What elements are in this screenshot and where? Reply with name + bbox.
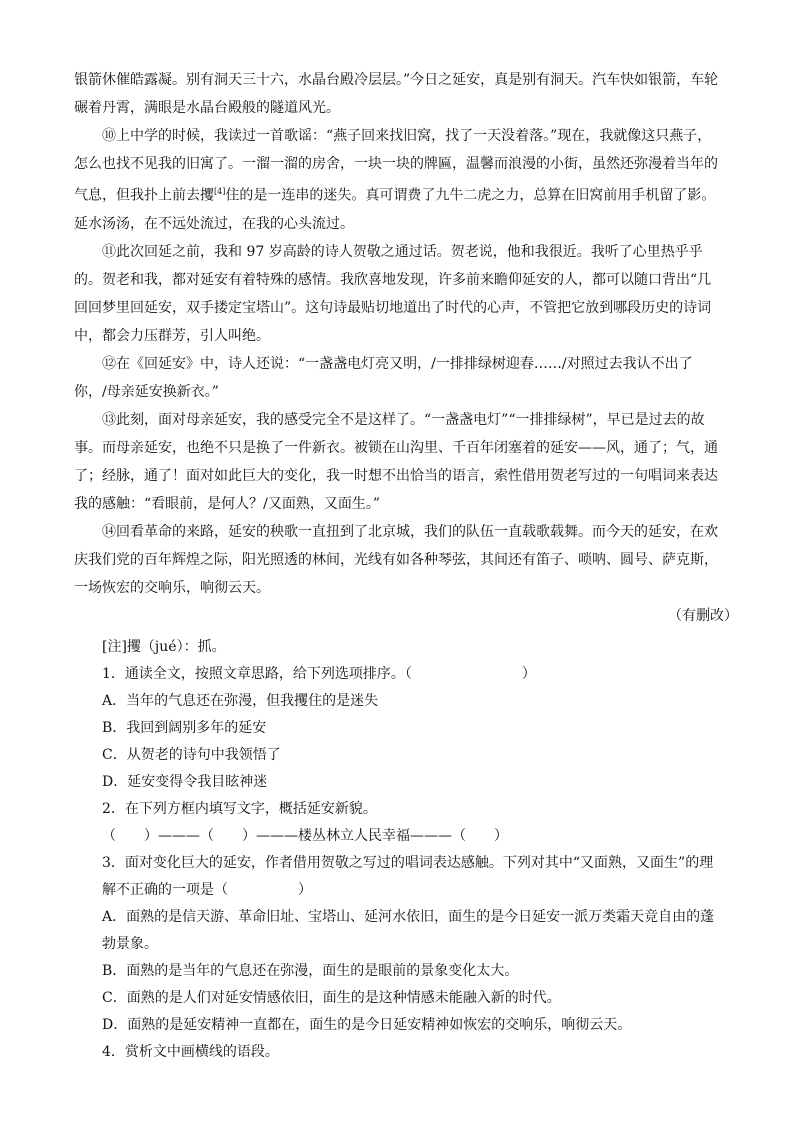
paragraph-10-text: ⑩上中学的时候，我读过一首歌谣：“燕子回来找旧窝，找了一天没着落。”现在，我就像这只燕子，怎么也找不见我的旧寓了。一溜一溜的房舍，一块一块的牌匾，温馨而浪漫的小街，虽然还弥漫着当年的气息，但我扑上前去攫 <box>74 128 718 204</box>
paragraph-10-rest: 住的是一连串的迷失。真可谓费了九牛二虎之力，总算在旧窝前用手机留了影。延水汤汤，在不远处流过，在我的心头流过。 <box>74 187 716 232</box>
passage-paragraph-10 <box>74 122 724 238</box>
passage-paragraph-continued: 银箭休催皓露凝。别有洞天三十六，水晶台殿冷层层。”今日之延安，真是别有洞天。汽车快如银箭，车轮碾着丹霄，满眼是水晶台殿般的隧道风光。 <box>74 72 719 116</box>
document-content <box>74 66 738 1066</box>
question-3-option-a: A．面熟的是信天游、革命旧址、宝塔山、延河水依旧，面生的是今日延安一派万类霜天竞自由的蓬勃景象。 <box>102 908 715 952</box>
question-1-option-b: B．我回到阔别多年的延安 <box>102 719 267 736</box>
question-2-blanks-line[interactable]: （ ）———（ ）———楼丛林立人民幸福———（ ） <box>102 827 508 844</box>
edited-note: （有删改） <box>668 607 738 624</box>
question-1 <box>74 661 724 688</box>
question-1-option-c: C．从贺老的诗句中我领悟了 <box>102 746 281 763</box>
question-3 <box>74 850 724 904</box>
question-3-option-b: B．面熟的是当年的气息还在弥漫，面生的是眼前的景象变化太大。 <box>102 962 519 979</box>
question-2: 2．在下列方框内填写文字，概括延安新貌。 <box>102 800 377 817</box>
passage-paragraph-13: ⑬此刻，面对母亲延安，我的感受完全不是这样了。“一盏盏电灯”“一排排绿树”，早已是过去的故事。而母亲延安，也绝不只是换了一件新衣。被锁在山沟里、千百年闭塞着的延安——风，通了；气，通了；经脉，通了！面对如此巨大的变化，我一时想不出恰当的语言，索性借用贺老写过的一句唱词来表达我的感触：“看眼前，是何人？/又面熟，又面生。” <box>74 411 718 512</box>
footnote: [注]攫（jué）：抓。 <box>102 638 226 655</box>
question-3-text: 3．面对变化巨大的延安，作者借用贺敬之写过的唱词表达感触。下列对其中“又面熟，又面生”的理解不正确的一项是（ <box>102 854 714 898</box>
passage-paragraph-11: ⑪此次回延之前，我和 97 岁高龄的诗人贺敬之通过话。贺老说，他和我很近。我听了心里热乎乎的。贺老和我，都对延安有着特殊的感情。我欣喜地发现，许多前来瞻仰延安的人，都可以随口背出“几回回梦里回延安，双手搂定宝塔山”。这句诗最贴切地道出了时代的心声，不管把它放到哪段历史的诗词中，都会力压群芳，引人叫绝。 <box>74 243 712 344</box>
question-1-option-a: A．当年的气息还在弥漫，但我攫住的是迷失 <box>102 692 379 709</box>
question-1-close: ） <box>521 665 536 682</box>
passage-paragraph-14: ⑭回看革命的来路，延安的秧歌一直扭到了北京城，我们的队伍一直载歌载舞。而今天的延安，在欢庆我们党的百年辉煌之际，阳光照透的林间，光线有如各种琴弦，其间还有笛子、唢呐、圆号、萨克斯，一场恢宏的交响乐，响彻云天。 <box>74 523 718 596</box>
footnote-marker: [4] <box>214 187 226 196</box>
question-4: 4．赏析文中画横线的语段。 <box>102 1043 279 1060</box>
question-3-option-d: D．面熟的是延安精神一直都在，面生的是今日延安精神如恢宏的交响乐，响彻云天。 <box>102 1016 632 1033</box>
question-1-option-d: D．延安变得令我目眩神迷 <box>102 773 268 790</box>
question-1-text: 1．通读全文，按照文章思路，给下列选项排序。（ <box>102 665 412 682</box>
question-3-close: ） <box>298 881 312 898</box>
question-3-option-c: C．面熟的是人们对延安情感依旧，面生的是这种情感未能融入新的时代。 <box>102 989 561 1006</box>
passage-paragraph-12: ⑫在《回延安》中，诗人还说：“一盏盏电灯亮又明，/一排排绿树迎春……/对照过去我认不出了你，/母亲延安换新衣。” <box>74 355 693 400</box>
